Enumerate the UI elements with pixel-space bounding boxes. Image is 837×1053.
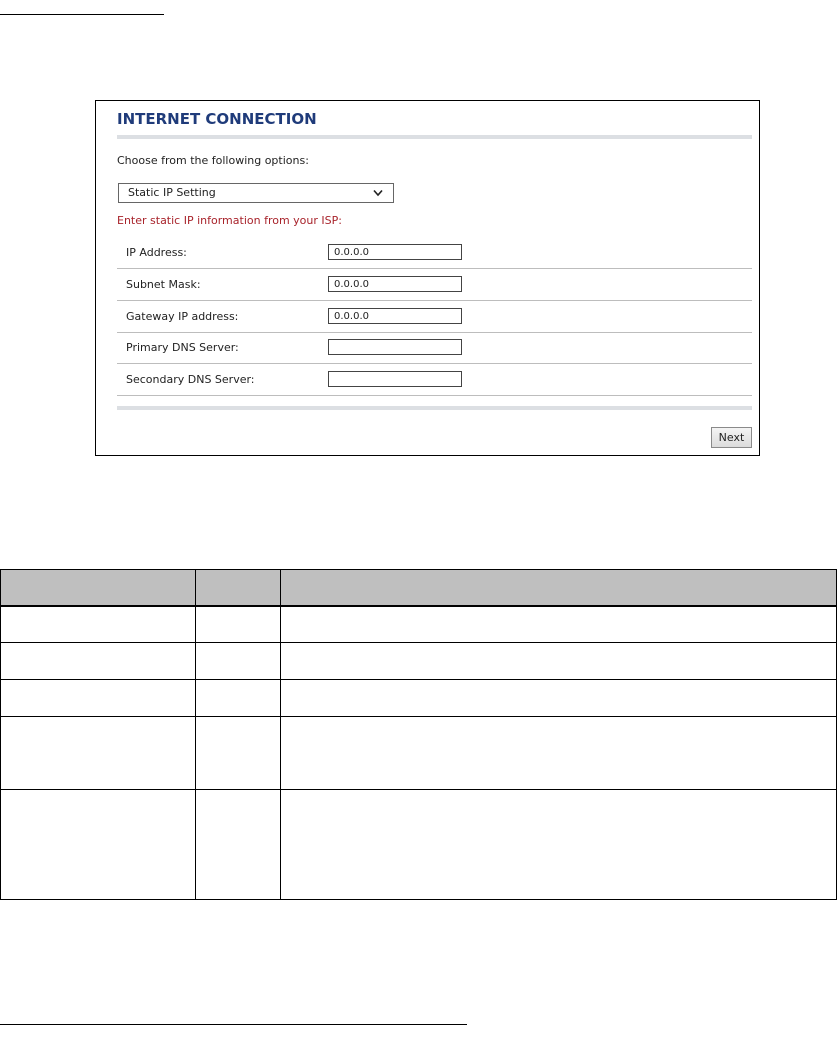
footnote-rule — [0, 1024, 467, 1025]
choose-options-label: Choose from the following options: — [117, 154, 309, 167]
table-row-line — [0, 716, 837, 717]
title-divider — [117, 135, 752, 139]
top-rule — [0, 14, 164, 15]
connection-type-value: Static IP Setting — [128, 186, 216, 199]
primary-dns-label: Primary DNS Server: — [126, 341, 239, 354]
subnet-mask-input[interactable] — [328, 276, 462, 292]
ip-address-row — [117, 237, 752, 269]
primary-dns-row — [117, 332, 752, 364]
bottom-divider — [117, 406, 752, 410]
ip-address-input[interactable] — [328, 244, 462, 260]
secondary-dns-label: Secondary DNS Server: — [126, 373, 255, 386]
secondary-dns-row — [117, 364, 752, 396]
ip-address-label: IP Address: — [126, 246, 187, 259]
subnet-mask-label: Subnet Mask: — [126, 278, 201, 291]
settings-table — [0, 569, 837, 900]
chevron-down-icon — [373, 189, 383, 197]
table-row-line — [0, 679, 837, 680]
next-button[interactable]: Next — [711, 427, 752, 448]
table-header-row — [0, 569, 837, 606]
isp-instruction: Enter static IP information from your ISP: — [117, 214, 342, 227]
gateway-ip-row — [117, 301, 752, 333]
table-row-line — [0, 899, 837, 900]
panel-title: INTERNET CONNECTION — [117, 110, 317, 128]
table-column-divider-1 — [195, 569, 196, 900]
internet-connection-panel — [95, 100, 760, 456]
secondary-dns-input[interactable] — [328, 371, 462, 387]
table-border-left — [0, 569, 1, 900]
gateway-ip-label: Gateway IP address: — [126, 310, 239, 323]
table-row-line — [0, 606, 837, 607]
primary-dns-input[interactable] — [328, 339, 462, 355]
connection-type-select[interactable] — [118, 183, 394, 203]
table-column-divider-2 — [280, 569, 281, 900]
gateway-ip-input[interactable] — [328, 308, 462, 324]
table-row-line — [0, 789, 837, 790]
table-row-line — [0, 642, 837, 643]
subnet-mask-row — [117, 269, 752, 301]
